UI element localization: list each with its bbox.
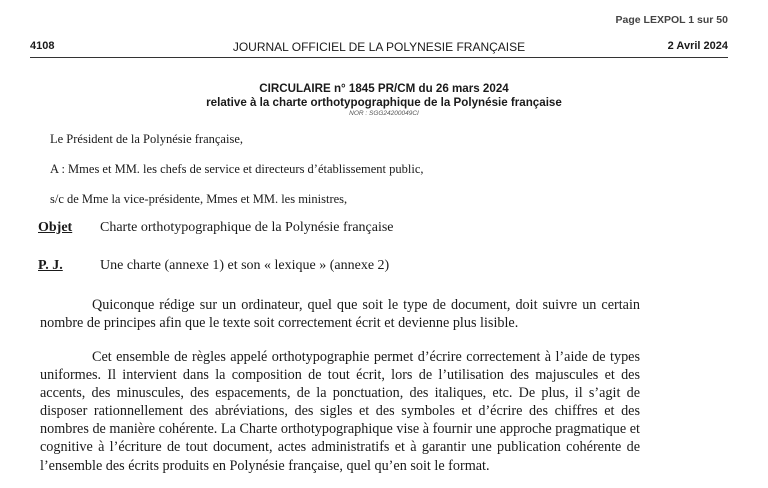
journal-header — [30, 40, 728, 54]
paragraph-text: Quiconque rédige sur un ordinateur, quel que soit le type de document, doit suivre un certain nombre de principes afin que le texte soit correctement écrit et devienne plus lisible. — [40, 297, 640, 332]
recipients-line: A : Mmes et MM. les chefs de service et directeurs d’établissement public, — [50, 162, 424, 176]
president-line: Le Président de la Polynésie française, — [50, 132, 243, 146]
journal-title: JOURNAL OFFICIEL DE LA POLYNESIE FRANÇAISE — [232, 40, 526, 54]
objet-label: Objet — [38, 220, 73, 235]
lexpol-page-indicator: Page LEXPOL 1 sur 50 — [615, 14, 728, 26]
objet-value: Charte orthotypographique de la Polynésie française — [100, 220, 394, 235]
pj-label: P. J. — [38, 258, 63, 273]
paragraph-text: Cet ensemble de règles appelé orthotypographie permet d’écrire correctement à l’aide de types uniformes. Il intervient dans la composition de tout écrit, lors de l’utilisation des majuscules et des accents, des minuscules, des espacements, de la ponctuation, des italiques, etc. De plus, il s’agit de disposer rationnellement des abréviations, des sigles et des symboles et d’écrire des chiffres et des nombres de manière cohérente. La Charte orthotypographique vise à fournir une approche pragmatique et cognitive à l’écriture de tout document, actes administratifs et à garantir une publication cohérente de l’ensemble des écrits produits en Polynésie française, quel qu’en soit le format. — [40, 349, 640, 474]
journal-number: 4108 — [30, 40, 55, 52]
pj-value: Une charte (annexe 1) et son « lexique » (annexe 2) — [100, 258, 390, 273]
sc-line: s/c de Mme la vice-présidente, Mmes et MM. les ministres, — [50, 192, 348, 206]
journal-date: 2 Avril 2024 — [667, 40, 728, 52]
body-paragraph — [40, 296, 640, 332]
circular-subtitle: relative à la charte orthotypographique de la Polynésie française — [206, 96, 562, 109]
circular-title: CIRCULAIRE n° 1845 PR/CM du 26 mars 2024 — [259, 82, 509, 95]
body-paragraph — [40, 348, 640, 475]
nor-reference: NOR : SGG24200049CI — [349, 110, 419, 117]
header-divider — [30, 57, 728, 58]
